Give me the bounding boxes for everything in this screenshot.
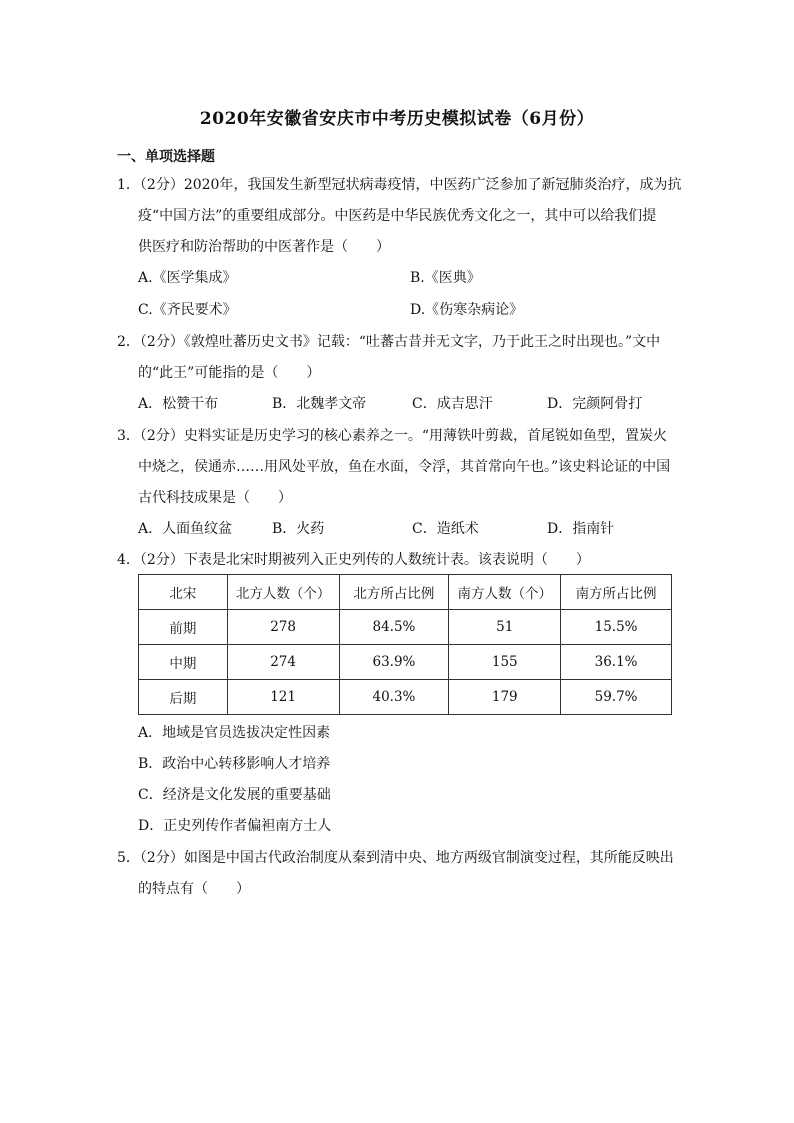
- q4-option-a[interactable]: A．地域是官员选拔决定性因素: [138, 725, 331, 741]
- table-cell: 63.9%: [339, 645, 449, 680]
- q2-line-2: 的“此王”可能指的是（ ）: [138, 365, 321, 381]
- q3-option-c[interactable]: C．造纸术: [412, 521, 479, 537]
- table-cell: 84.5%: [339, 610, 449, 645]
- table-cell: 274: [227, 645, 339, 680]
- table-cell: 15.5%: [561, 610, 672, 645]
- q4-option-b[interactable]: B．政治中心转移影响人才培养: [138, 756, 331, 772]
- q3-option-b[interactable]: B．火药: [272, 521, 325, 537]
- q1-option-d[interactable]: D.《伤寒杂病论》: [410, 302, 524, 318]
- q1-option-b[interactable]: B.《医典》: [410, 270, 481, 286]
- q2-option-d[interactable]: D．完颜阿骨打: [547, 396, 643, 412]
- q1-option-c[interactable]: C.《齐民要术》: [138, 302, 237, 318]
- q1-line-2: 疫“中国方法”的重要组成部分。中医药是中华民族优秀文化之一，其中可以给我们提: [138, 208, 657, 224]
- table-cell: 59.7%: [561, 680, 672, 715]
- table-row: [139, 610, 672, 645]
- q3-line-3: 古代科技成果是（ ）: [138, 490, 292, 506]
- table-header-cell: 北宋: [139, 575, 228, 610]
- q3-option-d[interactable]: D．指南针: [547, 521, 615, 537]
- q5-line-1: 5．（2分）如图是中国古代政治制度从秦到清中央、地方两级官制演变过程，其所能反映出: [117, 850, 674, 866]
- q4-option-d[interactable]: D．正史列传作者偏袒南方士人: [138, 818, 332, 834]
- table-header-cell: 南方人数（个）: [449, 575, 561, 610]
- q1-line-1: 1．（2分）2020年，我国发生新型冠状病毒疫情，中医药广泛参加了新冠肺炎治疗，成为抗: [117, 177, 682, 193]
- table-cell: 中期: [139, 645, 228, 680]
- q2-line-1: 2．（2分）《敦煌吐蕃历史文书》记载：“吐蕃古昔并无文字，乃于此王之时出现也。”文中: [117, 334, 661, 350]
- exam-title: 2020年安徽省安庆市中考历史模拟试卷（6月份）: [199, 109, 595, 129]
- q3-line-1: 3．（2分）史料实证是历史学习的核心素养之一。“用薄铁叶剪裁，首尾锐如鱼型，置炭火: [117, 428, 667, 444]
- table-header-cell: 北方人数（个）: [227, 575, 339, 610]
- section-heading: 一、单项选择题: [117, 149, 215, 165]
- q2-option-c[interactable]: C．成吉思汗: [412, 396, 493, 412]
- table-header-row: [139, 575, 672, 610]
- table-cell: 155: [449, 645, 561, 680]
- q3-line-2: 中烧之，侯通赤……用风处平放，鱼在水面，令浮，其首常向午也。”该史料论证的中国: [138, 459, 671, 475]
- table-header-cell: 北方所占比例: [339, 575, 449, 610]
- q3-option-a[interactable]: A．人面鱼纹盆: [138, 521, 233, 537]
- q1-option-a[interactable]: A.《医学集成》: [138, 270, 237, 286]
- table-cell: 前期: [139, 610, 228, 645]
- q2-option-a[interactable]: A．松赞干布: [138, 396, 219, 412]
- table-cell: 51: [449, 610, 561, 645]
- table-cell: 后期: [139, 680, 228, 715]
- q4-option-c[interactable]: C．经济是文化发展的重要基础: [138, 787, 331, 803]
- q1-line-3: 供医疗和防治帮助的中医著作是（ ）: [138, 239, 390, 255]
- table-cell: 36.1%: [561, 645, 672, 680]
- q5-line-2: 的特点有（ ）: [138, 881, 250, 897]
- table-cell: 40.3%: [339, 680, 449, 715]
- q4-line-1: 4．（2分）下表是北宋时期被列入正史列传的人数统计表。该表说明（ ）: [117, 552, 590, 568]
- table-cell: 278: [227, 610, 339, 645]
- table-cell: 121: [227, 680, 339, 715]
- table-header-cell: 南方所占比例: [561, 575, 672, 610]
- table-row: [139, 680, 672, 715]
- statistics-table: [138, 574, 672, 715]
- table-cell: 179: [449, 680, 561, 715]
- table-row: [139, 645, 672, 680]
- q2-option-b[interactable]: B．北魏孝文帝: [272, 396, 367, 412]
